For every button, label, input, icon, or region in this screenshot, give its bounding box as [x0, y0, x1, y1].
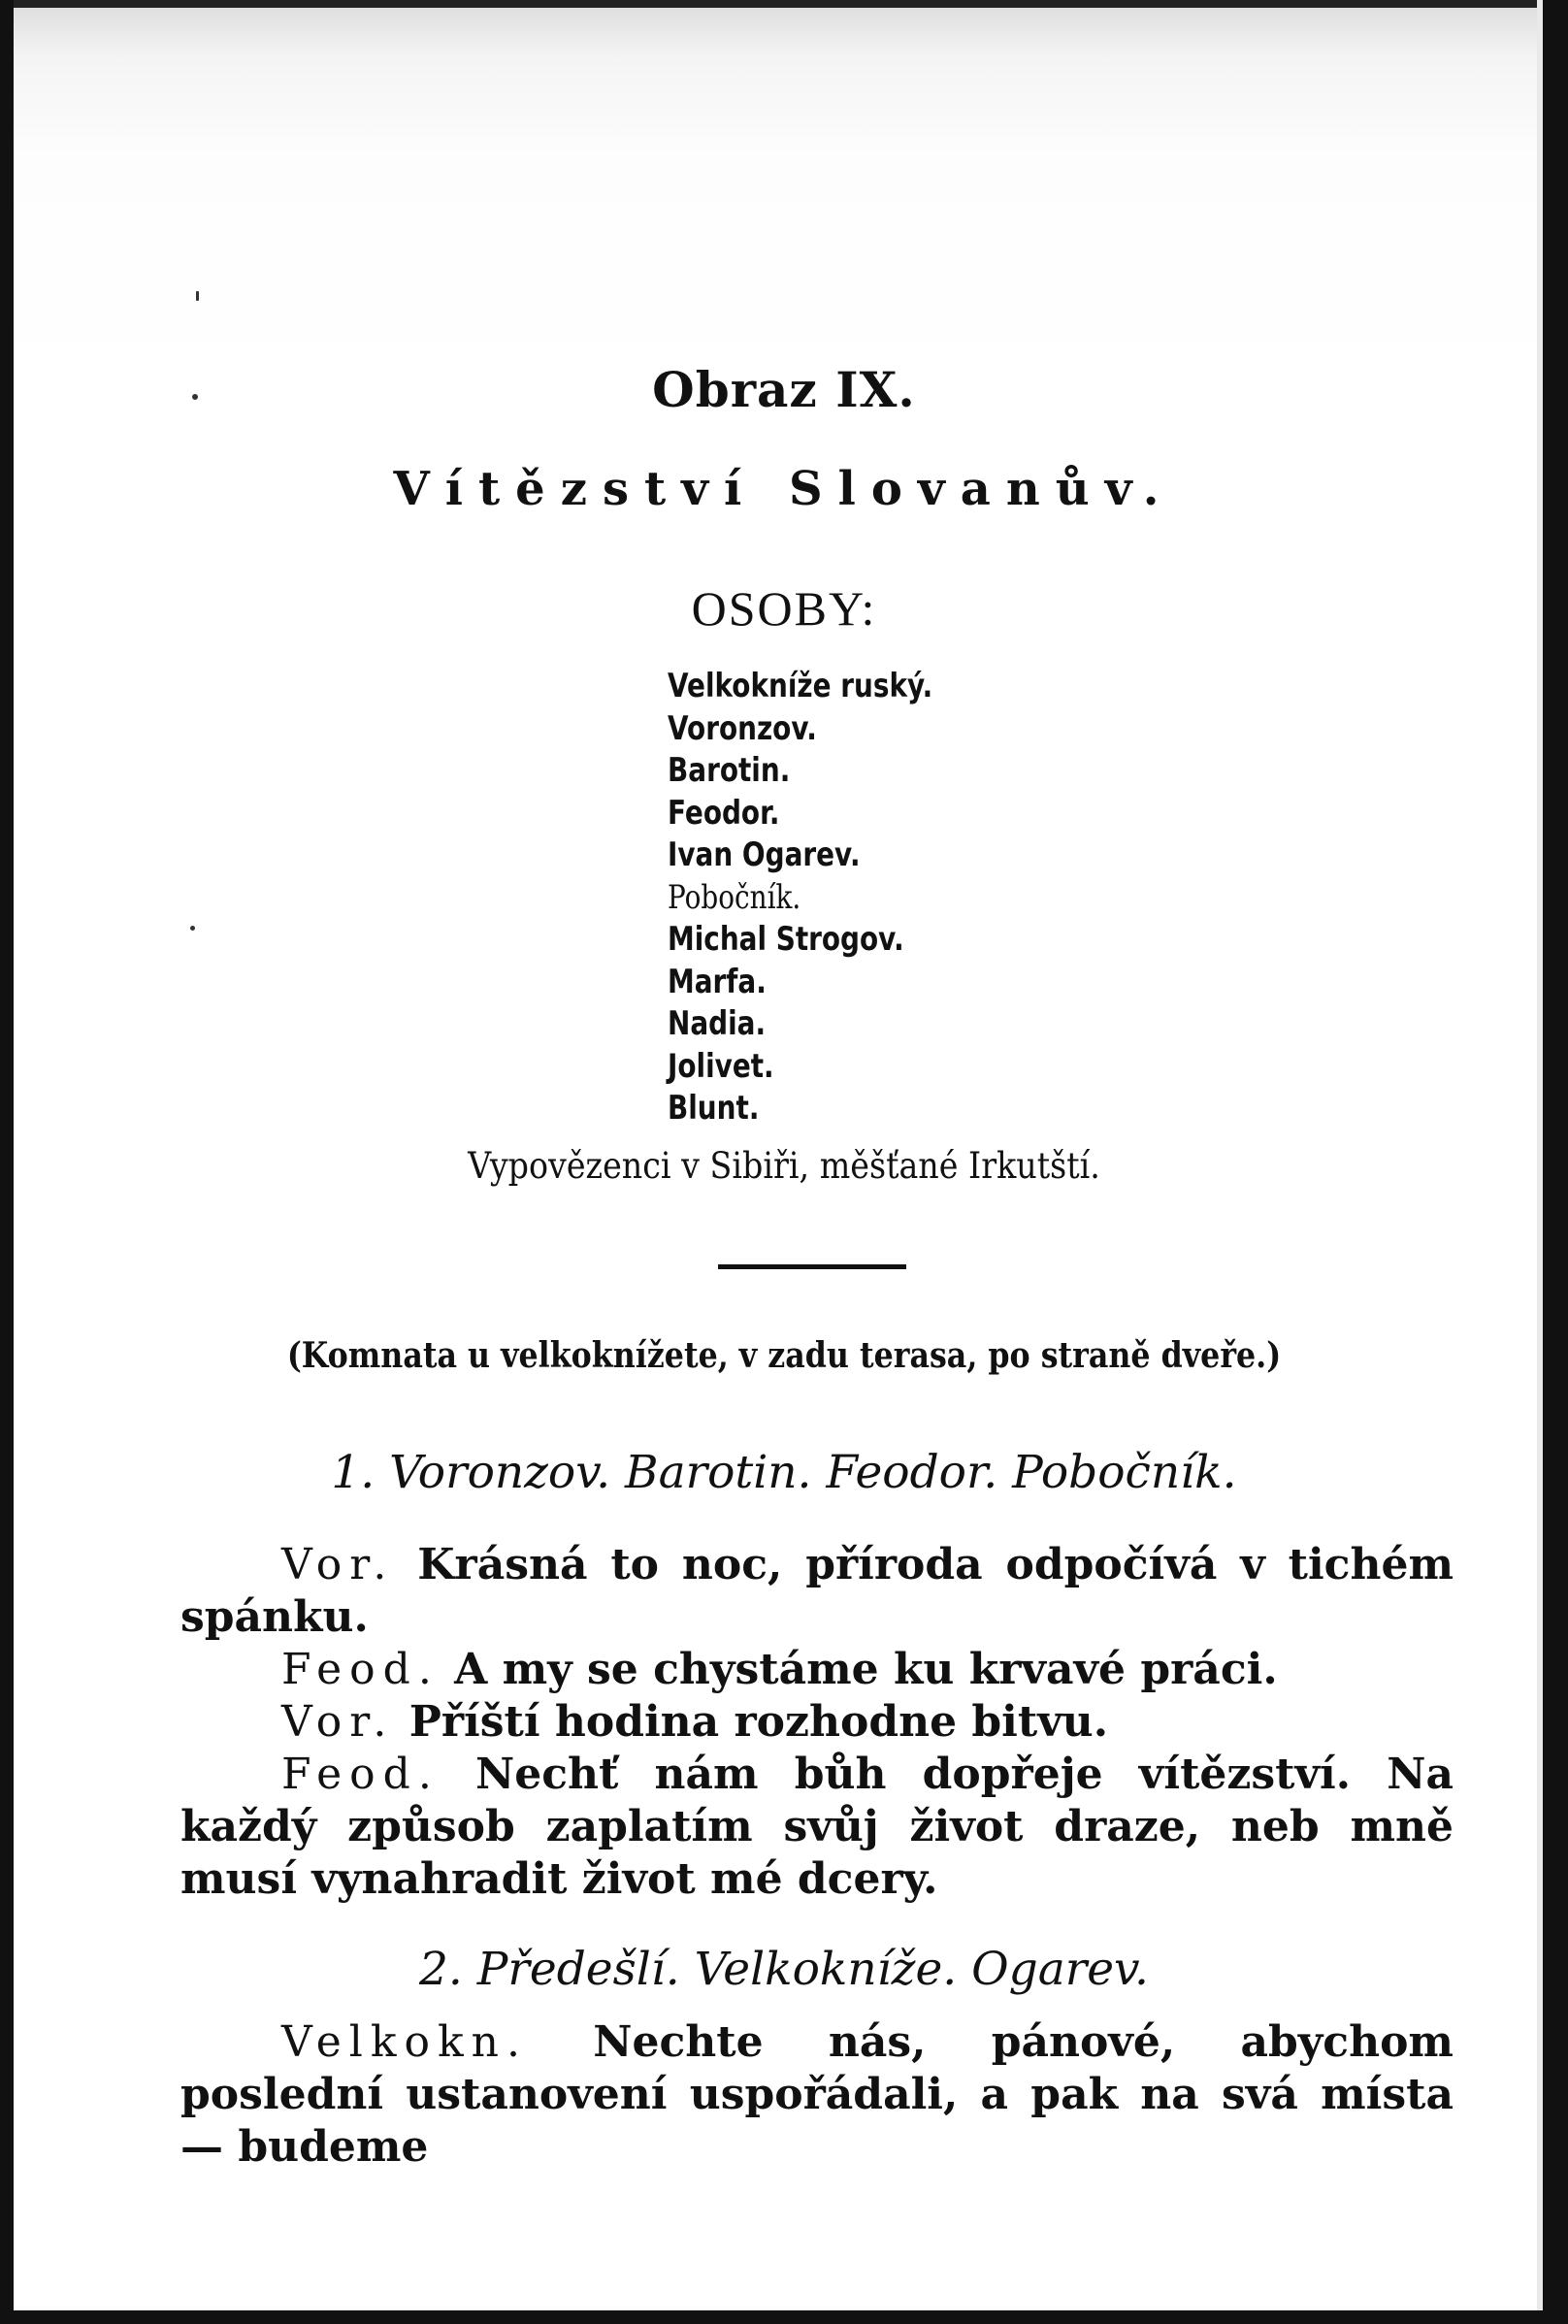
cast-item: Jolivet. [668, 1046, 774, 1086]
dialogue-block [180, 1539, 1454, 1906]
cast-item: Barotin. [668, 751, 791, 790]
scene-heading: 2. Předešlí. Velkokníže. Ogarev. [419, 1943, 1149, 1996]
stage-direction: (Komnata u velkoknížete, v zadu terasa, po straně dveře.) [286, 1335, 1282, 1376]
cast-item: Velkokníže ruský. [668, 667, 933, 705]
scene-subtitle: Vítězství Slovanův. [393, 462, 1175, 516]
dialogue-line [180, 1644, 1454, 1696]
section-divider [718, 1264, 906, 1269]
cast-item: Michal Strogov. [668, 920, 904, 959]
scan-edge-top [0, 0, 1568, 8]
dialogue-line [180, 1749, 1454, 1906]
scan-speck [190, 926, 195, 931]
scan-speck [196, 291, 199, 301]
dialogue-line [180, 2016, 1454, 2174]
cast-item: Ivan Ogarev. [668, 835, 861, 874]
scene-heading: 1. Voronzov. Barotin. Feodor. Pobočník. [331, 1446, 1237, 1499]
extras-line: Vypovězenci v Sibiři, měšťané Irkutští. [468, 1145, 1100, 1187]
cast-item: Feodor. [668, 793, 780, 833]
speech-text: Nechte nás, pánové, abychom poslední ustanovení uspořádali, a pak na svá místa — budeme [180, 2017, 1454, 2172]
page-title: Obraz IX. [652, 361, 916, 418]
speech-text: Krásná to noc, příroda odpočívá v tichém spánku. [180, 1540, 1454, 1642]
cast-item: Nadia. [668, 1004, 767, 1043]
dialogue-line [180, 1696, 1454, 1749]
dialogue-line [180, 1539, 1454, 1644]
cast-item: Pobočník. [668, 877, 801, 917]
dialogue-block [180, 2016, 1454, 2174]
cast-list [668, 666, 932, 1130]
speaker-name: Feod. [281, 1750, 440, 1799]
speech-text: Příští hodina rozhodne bitvu. [408, 1697, 1109, 1747]
cast-item: Marfa. [668, 962, 767, 1001]
speaker-name: Velkokn. [281, 2017, 528, 2067]
cast-item: Voronzov. [668, 708, 817, 748]
cast-item: Blunt. [668, 1089, 760, 1128]
persons-heading: OSOBY: [691, 581, 877, 636]
speaker-name: Vor. [281, 1697, 395, 1747]
speaker-name: Feod. [281, 1645, 440, 1694]
speaker-name: Vor. [281, 1540, 395, 1589]
speech-text: Nechť nám bůh dopřeje vítězství. Na každý způsob zaplatím svůj život draze, neb mně musí vynahradit život mé dcery. [180, 1750, 1454, 1904]
scan-edge-bottom [0, 2310, 1568, 2324]
speech-text: A my se chystáme ku krvavé práci. [454, 1645, 1278, 1694]
